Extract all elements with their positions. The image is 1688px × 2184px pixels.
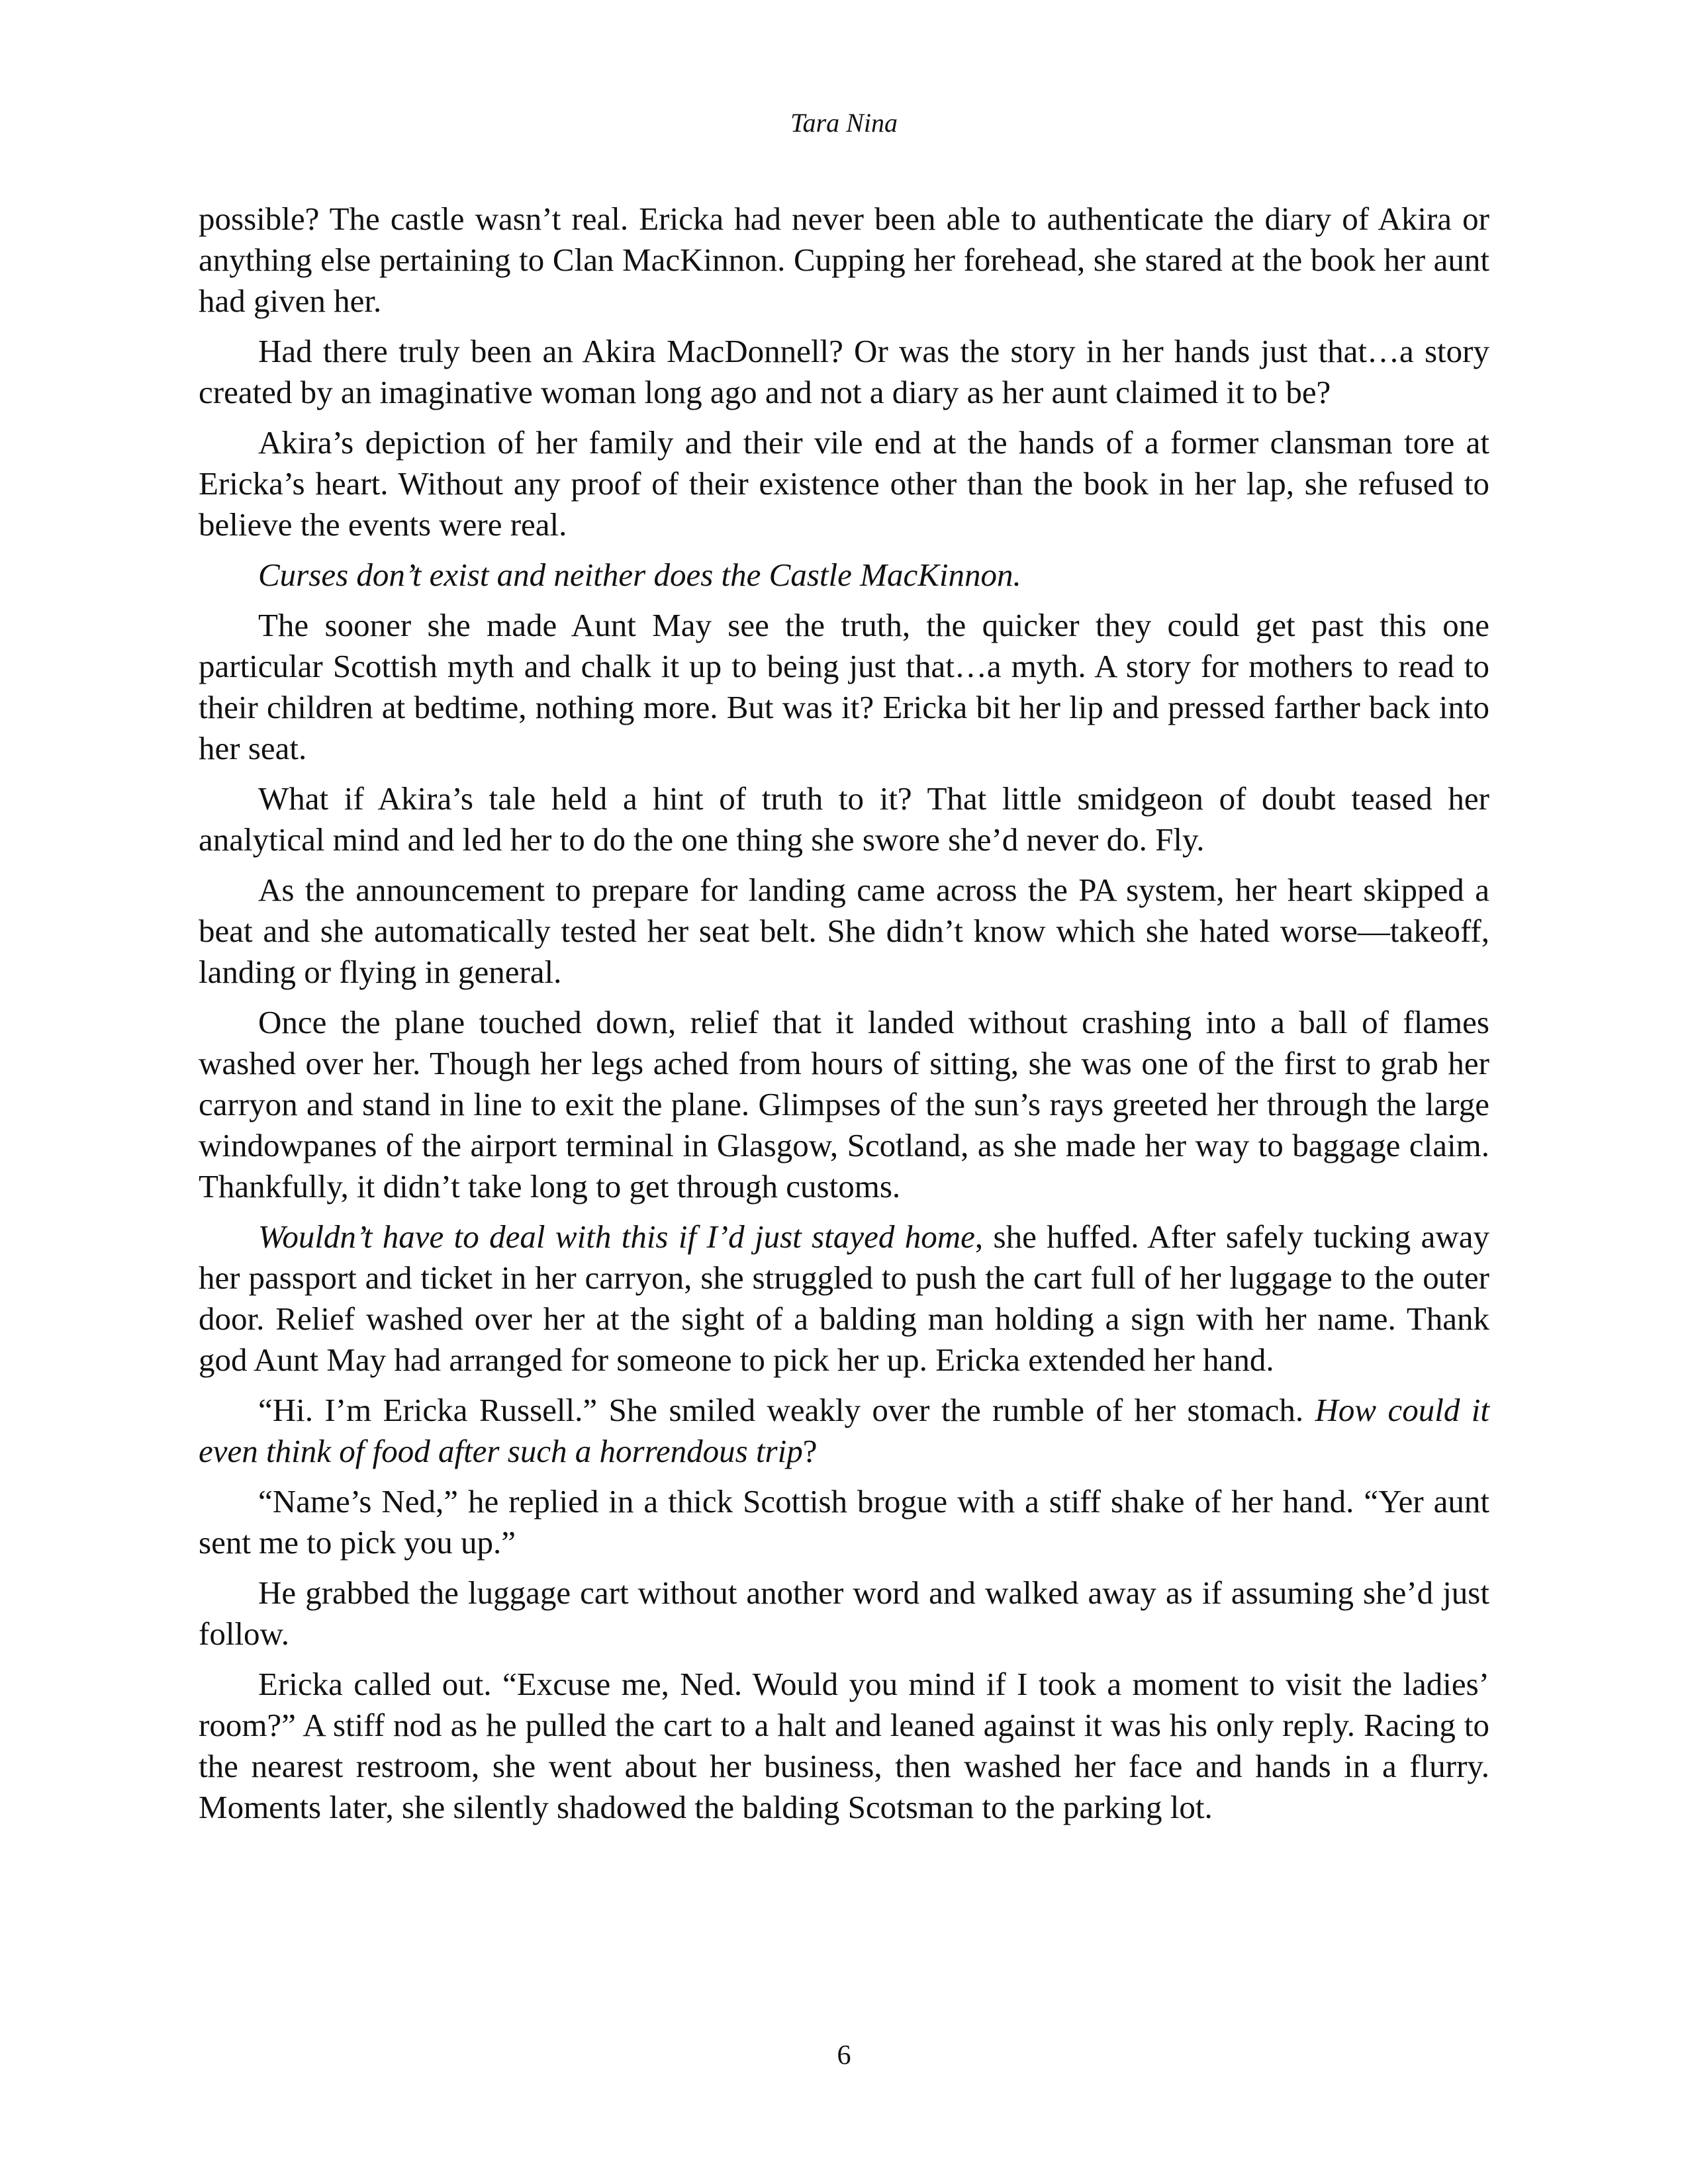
italic-thought: How could it even think of food after such a horrendous trip xyxy=(199,1392,1489,1469)
running-header-author: Tara Nina xyxy=(790,108,898,138)
paragraph xyxy=(199,1002,1489,1207)
paragraph xyxy=(199,870,1489,993)
paragraph-text: Akira’s depiction of her family and their vile end at the hands of a former clansman tore at Ericka’s heart. Without any proof of their existence other than the book in her lap, she refused to believe the events were real. xyxy=(199,424,1489,543)
paragraph-text: Once the plane touched down, relief that it landed without crashing into a ball of flames washed over her. Though her legs ached from hours of sitting, she was one of the first to grab her carryon and stand in line to exit the plane. Glimpses of the sun’s rays greeted her through the large windowpanes of the airport terminal in Glasgow, Scotland, as she made her way to baggage claim. Thankfully, it didn’t take long to get through customs. xyxy=(199,1004,1489,1205)
paragraph-text: “Hi. I’m Ericka Russell.” She smiled weakly over the rumble of her stomach. xyxy=(258,1392,1315,1428)
paragraph xyxy=(199,1481,1489,1563)
paragraph-text: As the announcement to prepare for landing came across the PA system, her heart skipped a beat and she automatically tested her seat belt. She didn’t know which she hated worse—takeoff, landing or flying in general. xyxy=(199,872,1489,990)
paragraph-text: What if Akira’s tale held a hint of truth to it? That little smidgeon of doubt teased her analytical mind and led her to do the one thing she swore she’d never do. Fly. xyxy=(199,780,1489,858)
page-body xyxy=(199,199,1489,1837)
page-number: 6 xyxy=(837,2040,851,2071)
paragraph-text: , she huffed. After safely tucking away her passport and ticket in her carryon, she struggled to push the cart full of her luggage to the outer door. Relief washed over her at the sight of a balding man holding a sign with her name. Thank god Aunt May had arranged for someone to pick her up. Ericka extended her hand. xyxy=(199,1218,1489,1378)
paragraph-text: possible? The castle wasn’t real. Ericka had never been able to authenticate the diary of Akira or anything else pertaining to Clan MacKinnon. Cupping her forehead, she stared at the book her aunt had given her. xyxy=(199,201,1489,319)
paragraph xyxy=(199,1664,1489,1828)
paragraph xyxy=(199,331,1489,413)
paragraph-text: The sooner she made Aunt May see the truth, the quicker they could get past this one particular Scottish myth and chalk it up to being just that…a myth. A story for mothers to read to their children at bedtime, nothing more. But was it? Ericka bit her lip and pressed farther back into her seat. xyxy=(199,607,1489,766)
italic-thought: Wouldn’t have to deal with this if I’d just stayed home xyxy=(258,1218,975,1255)
paragraph xyxy=(199,1572,1489,1655)
paragraph-text: “Name’s Ned,” he replied in a thick Scottish brogue with a stiff shake of her hand. “Yer aunt sent me to pick you up.” xyxy=(199,1483,1489,1561)
paragraph-text: Ericka called out. “Excuse me, Ned. Would you mind if I took a moment to visit the ladies’ room?” A stiff nod as he pulled the cart to a halt and leaned against it was his only reply. Racing to the nearest restroom, she went about her business, then washed her face and hands in a flurry. Moments later, she silently shadowed the balding Scotsman to the parking lot. xyxy=(199,1666,1489,1825)
paragraph xyxy=(199,778,1489,860)
paragraph-tail: ? xyxy=(802,1433,818,1469)
paragraph xyxy=(199,605,1489,769)
paragraph xyxy=(199,1216,1489,1381)
italic-thought: Curses don’t exist and neither does the Castle MacKinnon. xyxy=(258,557,1021,593)
paragraph-text: He grabbed the luggage cart without another word and walked away as if assuming she’d just follow. xyxy=(199,1574,1489,1652)
paragraph xyxy=(199,199,1489,322)
paragraph-italic-thought xyxy=(199,555,1489,596)
paragraph xyxy=(199,422,1489,545)
paragraph xyxy=(199,1390,1489,1472)
paragraph-text: Had there truly been an Akira MacDonnell? Or was the story in her hands just that…a story created by an imaginative woman long ago and not a diary as her aunt claimed it to be? xyxy=(199,333,1489,410)
